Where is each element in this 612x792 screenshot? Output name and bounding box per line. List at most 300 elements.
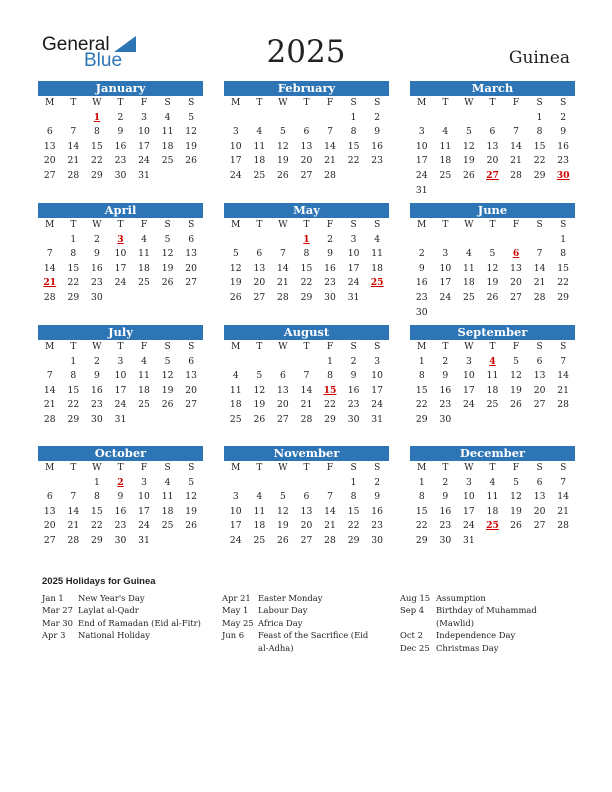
- day-cell: 26: [510, 520, 522, 532]
- empty-day-cell: [528, 534, 552, 549]
- day-cell: 7: [46, 248, 53, 260]
- day-cell: 27: [277, 413, 289, 425]
- day-cell: 23: [557, 155, 569, 167]
- day-cell: 20: [43, 155, 56, 167]
- day-cell: 20: [486, 155, 499, 167]
- day-cell: 29: [67, 291, 80, 303]
- day-cell: 12: [463, 140, 475, 152]
- day-cell: 7: [303, 370, 310, 382]
- weekday-label: S: [374, 342, 381, 352]
- day-cell: 18: [463, 277, 475, 289]
- day-cell: 20: [185, 384, 197, 396]
- day-cell: 2: [374, 111, 381, 123]
- empty-day-cell: [551, 306, 575, 321]
- empty-day-cell: [457, 413, 481, 428]
- day-cell: 23: [347, 399, 360, 411]
- empty-day-cell: [224, 233, 248, 248]
- day-cell: 10: [463, 491, 475, 503]
- empty-day-cell: [224, 111, 248, 126]
- day-cell: 3: [117, 355, 124, 367]
- weekday-label: M: [231, 220, 241, 230]
- day-cell: 13: [533, 491, 546, 503]
- day-cell: 18: [486, 505, 499, 517]
- day-cell: 15: [533, 140, 546, 152]
- day-cell: 22: [91, 520, 103, 532]
- day-cell: 10: [439, 262, 452, 274]
- day-cell: 25: [439, 169, 452, 181]
- week-row: [224, 490, 389, 505]
- day-cell: 16: [91, 262, 103, 274]
- day-cell: 4: [141, 355, 147, 367]
- day-cell: 18: [138, 384, 150, 396]
- month-header: June: [410, 203, 575, 218]
- empty-day-cell: [295, 476, 319, 491]
- week-row: [410, 111, 575, 126]
- holiday-date: Jun 6: [222, 630, 245, 641]
- weekday-label: S: [164, 220, 171, 230]
- holiday-name: End of Ramadan (Eid al-Fitr): [78, 617, 201, 628]
- day-cell: 10: [138, 126, 150, 138]
- weekday-label: T: [442, 342, 449, 352]
- weekday-label: M: [417, 220, 427, 230]
- weekday-label: W: [278, 463, 288, 473]
- empty-day-cell: [365, 291, 389, 306]
- weekday-label: S: [560, 220, 567, 230]
- day-cell: 24: [138, 520, 150, 532]
- week-row: [224, 398, 389, 413]
- day-cell: 23: [439, 520, 452, 532]
- day-cell: 6: [256, 248, 263, 260]
- week-row: [410, 233, 575, 248]
- day-cell: 8: [350, 126, 357, 138]
- day-cell: 1: [70, 233, 77, 245]
- empty-day-cell: [504, 111, 528, 126]
- week-row: [224, 519, 389, 534]
- weekday-label: S: [164, 463, 171, 473]
- day-cell: 28: [277, 291, 289, 303]
- day-cell: 13: [533, 370, 546, 382]
- holiday-list-title: 2025 Holidays for Guinea: [42, 576, 156, 587]
- day-cell: 7: [327, 126, 333, 138]
- empty-day-cell: [38, 476, 62, 491]
- weekday-row: [224, 218, 389, 233]
- empty-day-cell: [434, 184, 458, 199]
- weekday-label: T: [489, 342, 496, 352]
- empty-day-cell: [62, 476, 86, 491]
- day-cell: 27: [533, 399, 546, 411]
- weekday-row: [410, 96, 575, 111]
- weekday-label: T: [442, 220, 449, 230]
- weekday-label: S: [350, 98, 357, 108]
- week-row: [410, 125, 575, 140]
- day-cell: 17: [347, 262, 360, 274]
- day-cell: 7: [327, 491, 333, 503]
- day-cell: 11: [371, 248, 383, 260]
- day-cell: 20: [43, 520, 56, 532]
- day-cell: 18: [253, 520, 266, 532]
- month-header: March: [410, 81, 575, 96]
- day-cell: 6: [188, 233, 195, 245]
- empty-day-cell: [156, 291, 180, 306]
- week-row: [410, 262, 575, 277]
- empty-day-cell: [248, 233, 272, 248]
- day-cell: 28: [300, 413, 313, 425]
- weekday-label: T: [70, 220, 77, 230]
- day-cell: 17: [138, 140, 150, 152]
- day-cell: 25: [486, 399, 499, 411]
- day-cell: 24: [463, 399, 475, 411]
- day-cell: 2: [374, 476, 381, 488]
- day-cell: 23: [371, 520, 383, 532]
- day-cell: 17: [138, 505, 150, 517]
- weekday-label: S: [374, 463, 381, 473]
- day-cell: 11: [253, 505, 266, 517]
- day-cell: 28: [67, 534, 80, 546]
- empty-day-cell: [434, 306, 458, 321]
- empty-day-cell: [551, 413, 575, 428]
- day-cell: 22: [91, 155, 103, 167]
- day-cell: 18: [138, 262, 150, 274]
- day-cell: 14: [557, 491, 569, 503]
- day-cell: 9: [442, 491, 449, 503]
- day-cell: 10: [114, 248, 127, 260]
- day-cell: 20: [300, 155, 313, 167]
- week-row: [38, 505, 203, 520]
- weekday-row: [38, 461, 203, 476]
- day-cell: 3: [141, 111, 147, 123]
- day-cell: 13: [43, 140, 56, 152]
- holiday-name: National Holiday: [78, 630, 150, 641]
- weekday-label: F: [512, 463, 520, 473]
- month-december: [410, 446, 575, 549]
- day-cell: 30: [324, 291, 336, 303]
- day-cell: 13: [43, 505, 56, 517]
- day-cell: 22: [324, 399, 336, 411]
- week-row: [224, 355, 389, 370]
- week-row: [38, 355, 203, 370]
- day-cell: 31: [114, 413, 127, 425]
- day-cell: 21: [533, 277, 546, 289]
- empty-day-cell: [528, 184, 552, 199]
- weekday-label: F: [512, 220, 520, 230]
- day-cell: 31: [415, 184, 428, 196]
- day-cell: 4: [141, 233, 147, 245]
- day-cell: 28: [533, 291, 546, 303]
- day-cell: 23: [439, 399, 452, 411]
- day-cell: 4: [442, 126, 449, 138]
- weekday-label: M: [417, 342, 427, 352]
- day-cell: 16: [415, 277, 428, 289]
- week-row: [410, 291, 575, 306]
- holiday-item: [222, 629, 372, 654]
- week-row: [224, 111, 389, 126]
- week-row: [224, 233, 389, 248]
- weekday-label: W: [278, 342, 288, 352]
- day-cell: 24: [229, 169, 242, 181]
- month-february: [224, 81, 389, 184]
- weekday-label: F: [326, 220, 334, 230]
- holiday-day-cell: 3: [117, 233, 124, 245]
- day-cell: 11: [486, 370, 499, 382]
- day-cell: 4: [256, 491, 263, 503]
- week-row: [410, 169, 575, 184]
- day-cell: 5: [489, 248, 496, 260]
- holiday-day-cell: 1: [303, 233, 310, 245]
- day-cell: 29: [557, 291, 569, 303]
- week-row: [38, 413, 203, 428]
- holiday-name: Laylat al-Qadr: [78, 605, 139, 616]
- day-cell: 8: [70, 370, 77, 382]
- day-cell: 28: [510, 169, 522, 181]
- day-cell: 26: [161, 277, 174, 289]
- day-cell: 6: [303, 491, 310, 503]
- day-cell: 22: [300, 277, 313, 289]
- day-cell: 8: [418, 370, 425, 382]
- day-cell: 9: [560, 126, 567, 138]
- day-cell: 5: [279, 126, 286, 138]
- day-cell: 11: [138, 370, 150, 382]
- holiday-date: Mar 30: [42, 617, 73, 628]
- weekday-label: T: [256, 342, 263, 352]
- day-cell: 11: [138, 248, 150, 260]
- day-cell: 4: [374, 233, 381, 245]
- weekday-row: [410, 340, 575, 355]
- day-cell: 20: [185, 262, 197, 274]
- holiday-name: Christmas Day: [436, 642, 499, 653]
- month-march: [410, 81, 575, 198]
- empty-day-cell: [271, 111, 295, 126]
- day-cell: 28: [557, 399, 569, 411]
- weekday-label: T: [303, 342, 310, 352]
- empty-day-cell: [109, 291, 133, 306]
- day-cell: 9: [93, 370, 100, 382]
- empty-day-cell: [481, 184, 505, 199]
- day-cell: 2: [93, 233, 100, 245]
- week-row: [224, 505, 389, 520]
- holiday-date: Aug 15: [400, 593, 431, 603]
- day-cell: 28: [67, 169, 80, 181]
- day-cell: 29: [67, 413, 80, 425]
- week-row: [224, 247, 389, 262]
- day-cell: 7: [513, 126, 519, 138]
- weekday-label: M: [417, 463, 427, 473]
- empty-day-cell: [551, 534, 575, 549]
- day-cell: 7: [536, 248, 543, 260]
- day-cell: 5: [188, 111, 195, 123]
- day-cell: 27: [300, 169, 313, 181]
- day-cell: 22: [347, 520, 360, 532]
- day-cell: 1: [560, 233, 567, 245]
- holiday-day-cell: 2: [117, 476, 124, 488]
- day-cell: 27: [43, 169, 56, 181]
- week-row: [224, 169, 389, 184]
- empty-day-cell: [457, 306, 481, 321]
- week-row: [38, 111, 203, 126]
- weekday-label: S: [350, 342, 357, 352]
- holiday-item: [400, 642, 575, 654]
- week-row: [38, 291, 203, 306]
- day-cell: 5: [164, 233, 171, 245]
- empty-day-cell: [248, 355, 272, 370]
- month-november: [224, 446, 389, 549]
- day-cell: 15: [67, 262, 80, 274]
- day-cell: 3: [232, 126, 239, 138]
- day-cell: 13: [486, 140, 499, 152]
- day-cell: 19: [510, 384, 522, 396]
- calendar-year: 2025: [266, 34, 346, 70]
- holiday-column: [222, 592, 372, 654]
- week-row: [38, 384, 203, 399]
- week-row: [410, 534, 575, 549]
- weekday-label: S: [188, 220, 195, 230]
- weekday-label: T: [489, 98, 496, 108]
- day-cell: 29: [415, 413, 428, 425]
- holiday-name: Africa Day: [258, 617, 303, 628]
- week-row: [224, 291, 389, 306]
- empty-day-cell: [457, 233, 481, 248]
- day-cell: 9: [350, 370, 357, 382]
- month-january: [38, 81, 203, 184]
- month-august: [224, 325, 389, 428]
- week-row: [410, 505, 575, 520]
- weekday-row: [224, 461, 389, 476]
- week-row: [38, 233, 203, 248]
- day-cell: 1: [70, 355, 77, 367]
- empty-day-cell: [271, 233, 295, 248]
- weekday-label: S: [536, 463, 543, 473]
- empty-day-cell: [504, 184, 528, 199]
- day-cell: 23: [114, 155, 127, 167]
- day-cell: 27: [185, 277, 197, 289]
- day-cell: 14: [510, 140, 522, 152]
- day-cell: 9: [93, 248, 100, 260]
- day-cell: 24: [114, 399, 127, 411]
- day-cell: 17: [114, 384, 127, 396]
- day-cell: 19: [185, 505, 197, 517]
- month-header: July: [38, 325, 203, 340]
- day-cell: 15: [347, 140, 360, 152]
- holiday-day-cell: 21: [43, 277, 57, 289]
- day-cell: 5: [513, 476, 519, 488]
- day-cell: 11: [486, 491, 499, 503]
- holiday-item: [400, 629, 575, 641]
- day-cell: 28: [43, 413, 56, 425]
- empty-day-cell: [481, 233, 505, 248]
- day-cell: 13: [253, 262, 266, 274]
- empty-day-cell: [271, 476, 295, 491]
- day-cell: 8: [93, 126, 100, 138]
- day-cell: 20: [253, 277, 266, 289]
- day-cell: 16: [114, 505, 127, 517]
- day-cell: 14: [533, 262, 546, 274]
- empty-day-cell: [410, 111, 434, 126]
- day-cell: 23: [371, 155, 383, 167]
- day-cell: 27: [43, 534, 56, 546]
- holiday-date: Dec 25: [400, 642, 430, 653]
- day-cell: 30: [371, 534, 383, 546]
- day-cell: 14: [557, 370, 569, 382]
- day-cell: 13: [510, 262, 522, 274]
- day-cell: 1: [536, 111, 543, 123]
- month-may: [224, 203, 389, 306]
- weekday-label: W: [464, 342, 474, 352]
- weekday-label: T: [489, 220, 496, 230]
- day-cell: 30: [91, 413, 103, 425]
- week-row: [410, 154, 575, 169]
- holiday-item: [222, 604, 372, 616]
- empty-day-cell: [38, 355, 62, 370]
- week-row: [38, 534, 203, 549]
- day-cell: 10: [347, 248, 360, 260]
- week-row: [224, 476, 389, 491]
- holiday-name: Feast of the Sacrifice (Eid al-Adha): [258, 630, 369, 653]
- empty-day-cell: [318, 476, 342, 491]
- day-cell: 1: [418, 476, 425, 488]
- day-cell: 19: [510, 505, 522, 517]
- week-row: [38, 154, 203, 169]
- week-row: [224, 262, 389, 277]
- day-cell: 30: [91, 291, 103, 303]
- day-cell: 12: [161, 248, 174, 260]
- weekday-label: S: [350, 220, 357, 230]
- day-cell: 27: [510, 291, 522, 303]
- week-row: [410, 476, 575, 491]
- day-cell: 15: [67, 384, 80, 396]
- day-cell: 16: [324, 262, 336, 274]
- month-april: [38, 203, 203, 306]
- day-cell: 31: [463, 534, 475, 546]
- week-row: [410, 519, 575, 534]
- weekday-label: F: [140, 463, 148, 473]
- empty-day-cell: [156, 534, 180, 549]
- day-cell: 15: [91, 140, 103, 152]
- weekday-label: M: [45, 98, 55, 108]
- weekday-row: [410, 461, 575, 476]
- day-cell: 29: [533, 169, 546, 181]
- empty-day-cell: [481, 111, 505, 126]
- day-cell: 21: [67, 520, 80, 532]
- weekday-label: F: [140, 220, 148, 230]
- day-cell: 28: [324, 169, 336, 181]
- week-row: [224, 140, 389, 155]
- week-row: [224, 534, 389, 549]
- day-cell: 4: [164, 111, 171, 123]
- holiday-item: [42, 629, 217, 641]
- holiday-name: Easter Monday: [258, 593, 323, 603]
- day-cell: 13: [300, 140, 313, 152]
- day-cell: 3: [141, 476, 147, 488]
- weekday-label: M: [231, 98, 241, 108]
- empty-day-cell: [295, 111, 319, 126]
- holiday-day-cell: 4: [489, 355, 496, 367]
- day-cell: 11: [161, 491, 174, 503]
- day-cell: 3: [418, 126, 425, 138]
- day-cell: 4: [489, 476, 496, 488]
- empty-day-cell: [528, 306, 552, 321]
- day-cell: 17: [114, 262, 127, 274]
- weekday-label: S: [374, 98, 381, 108]
- weekday-label: T: [70, 342, 77, 352]
- holiday-day-cell: 25: [486, 520, 499, 532]
- holiday-name: Assumption: [436, 593, 486, 603]
- weekday-label: W: [92, 98, 102, 108]
- weekday-label: T: [117, 98, 124, 108]
- weekday-label: T: [256, 463, 263, 473]
- day-cell: 14: [277, 262, 289, 274]
- day-cell: 10: [138, 491, 150, 503]
- day-cell: 22: [533, 155, 546, 167]
- day-cell: 15: [415, 384, 428, 396]
